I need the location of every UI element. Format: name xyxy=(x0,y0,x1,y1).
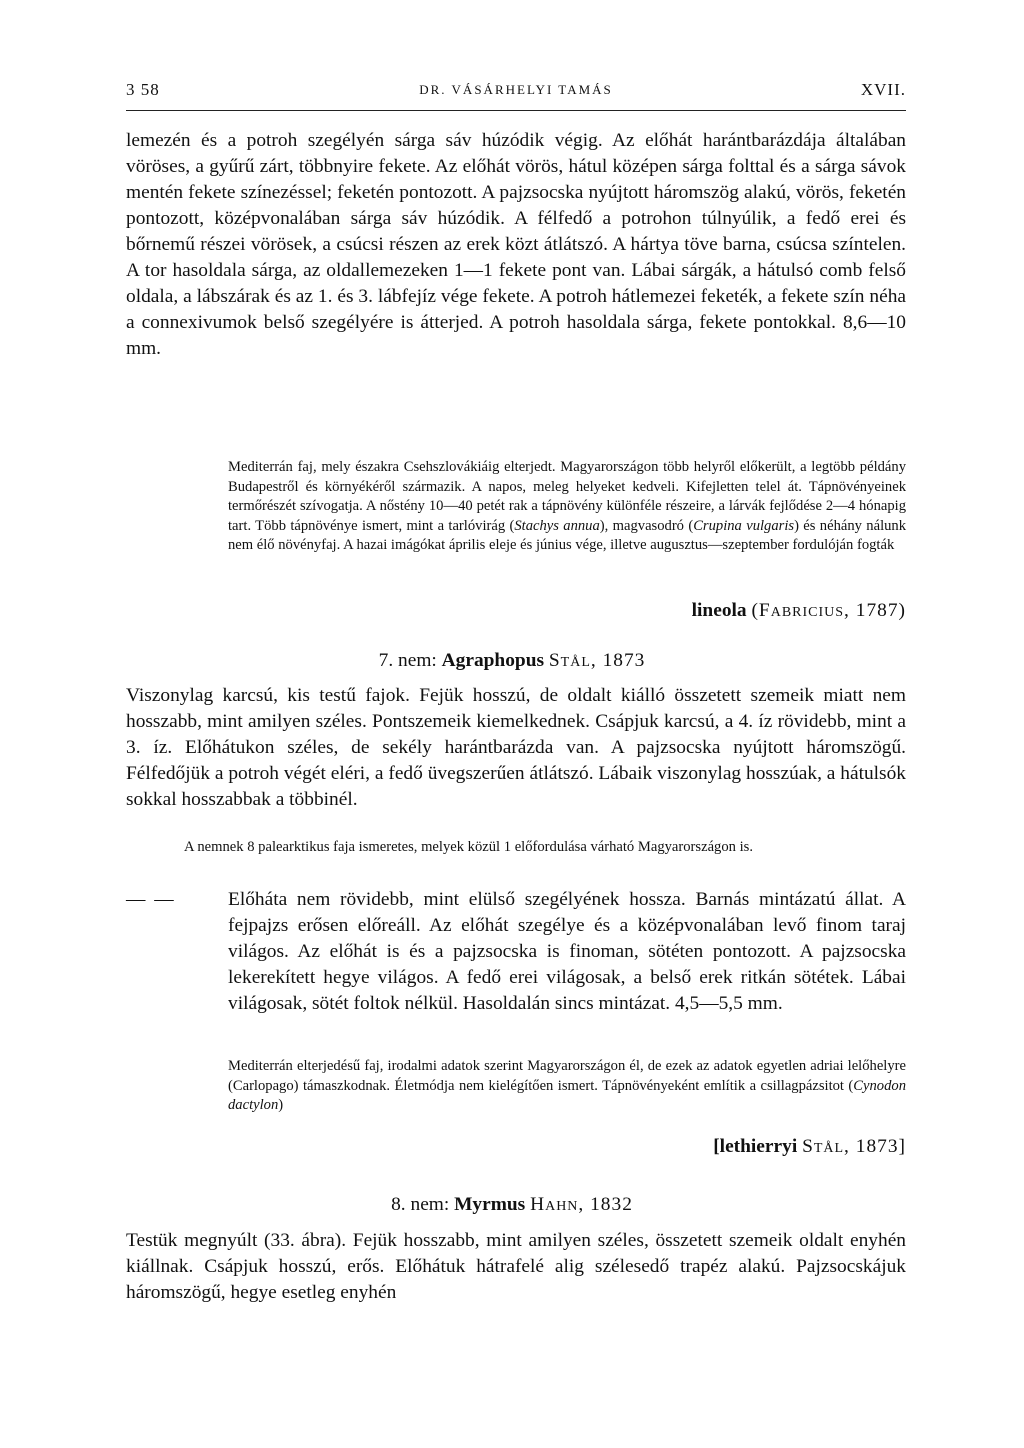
genus-heading-myrmus: 8. nem: Myrmus Hahn, 1832 xyxy=(391,1194,633,1215)
page-number: 3 58 xyxy=(126,80,160,99)
running-header xyxy=(126,80,906,106)
header-rule xyxy=(126,110,906,111)
species-name-lineola: lineola (Fabricius, 1787) xyxy=(691,600,906,621)
genus-description-paragraph: Viszonylag karcsú, kis testű fajok. Fejük hosszú, de oldalt kiálló összetett szemeik miatt nem hosszabb, mint amilyen széles. Pontszemeik kiemelkednek. Csápjuk karcsú, a 4. íz rövidebb, mint a 3. íz. Előhátukon széles, de sekély harántbarázda van. A pajzsocska nyújtott háromszögű. Félfedőjük a potroh végét eléri, a fedő üvegszerűen átlátszó. Lábaik viszonylag hosszúak, a hátulsók sokkal hosszabbak a többinél. xyxy=(126,685,906,810)
myrmus-description-paragraph: Testük megnyúlt (33. ábra). Fejük hosszabb, mint amilyen széles, összetett szemeik oldalt enyhén kiállnak. Csápjuk hosszú, erős. Előhátuk hátrafelé alig szélesedő trapéz alakú. Pajzsocskájuk háromszögű, hegye esetleg enyhén xyxy=(126,1230,906,1303)
ecology-note: Mediterrán faj, mely északra Csehszlovákiáig elterjedt. Magyarországon több helyről előkerült, a legtöbb példány Budapestről és környékéről származik. A napos, meleg helyeket kedveli. Kifejletten telel át. Tápnövényeinek termőrészét szívogatja. A nőstény 10—40 petét rak a tápnövény különféle részeire, a lárvák fejlődése 2—4 hónapig tart. Több tápnövénye ismert, mint a tarlóvirág (Stachys annua), magvasodró (Crupina vulgaris) és néhány nálunk nem élő növényfaj. A hazai imágókat április eleje és június vége, illetve augusztus—szeptember fordulóján fogták xyxy=(228,459,907,554)
distribution-note: Mediterrán elterjedésű faj, irodalmi adatok szerint Magyarországon él, de ezek az adatok egyetlen adriai lelőhelyre (Carlopago) támaszkodnak. Életmódja nem kielégítően ismert. Tápnövényeként említik a csillagpázsitot (Cynodon dactylon) xyxy=(228,1058,906,1114)
genus-heading-agraphopus: 7. nem: Agraphopus Stål, 1873 xyxy=(378,650,646,671)
chapter-number: XVII. xyxy=(860,80,906,99)
genus-note: A nemnek 8 palearktikus faja ismeretes, melyek közül 1 előfordulása várható Magyarországon is. xyxy=(184,839,753,855)
species-name-lethierryi: [lethierryi Stål, 1873] xyxy=(713,1136,906,1157)
key-description: Előháta nem rövidebb, mint elülső szegélyének hossza. Barnás mintázatú állat. A fejpajzs erősen előreáll. Az előhát szegélye és a középvonalában levő finom taraj világos. Az előhát is és a pajzsocska is finoman, sötéten pontozott. A pajzsocska lekerekített hegye világos. A fedő erei világosak, a belső erek ritkán sötétek. Lábai világosak, sötét foltok nélkül. Hasoldalán sincs mintázat. 4,5—5,5 mm. xyxy=(228,889,906,1014)
key-dash: — — xyxy=(126,889,176,910)
running-author: DR. VÁSÁRHELYI TAMÁS xyxy=(419,82,613,97)
species-description-paragraph: lemezén és a potroh szegélyén sárga sáv húzódik végig. Az előhát harántbarázdája általában vöröses, a gyűrű zárt, többnyire fekete. Az előhát vörös, hátul középen sárga folttal és a sárga sávok mentén fekete színezéssel; feketén pontozott. A pajzsocska nyújtott háromszög alakú, vörös, feketén pontozott, középvonalában sárga sáv húzódik. A félfedő a potrohon túlnyúlik, a fedő erei és bőrnemű részei vörösek, a csúcsi részen az erek közt átlátszó. A hártya töve barna, csúcsa színtelen. A tor hasoldala sárga, az oldallemezeken 1—1 fekete pont van. Lábai sárgák, a hátulsó comb felső oldala, a lábszárak és az 1. és 3. lábfejíz vége fekete. A potroh hátlemezei feketék, a fekete szín néha a connexivumok belső szegélyére is átterjed. A potroh hasoldala sárga, fekete pontokkal. 8,6—10 mm. xyxy=(126,130,906,359)
